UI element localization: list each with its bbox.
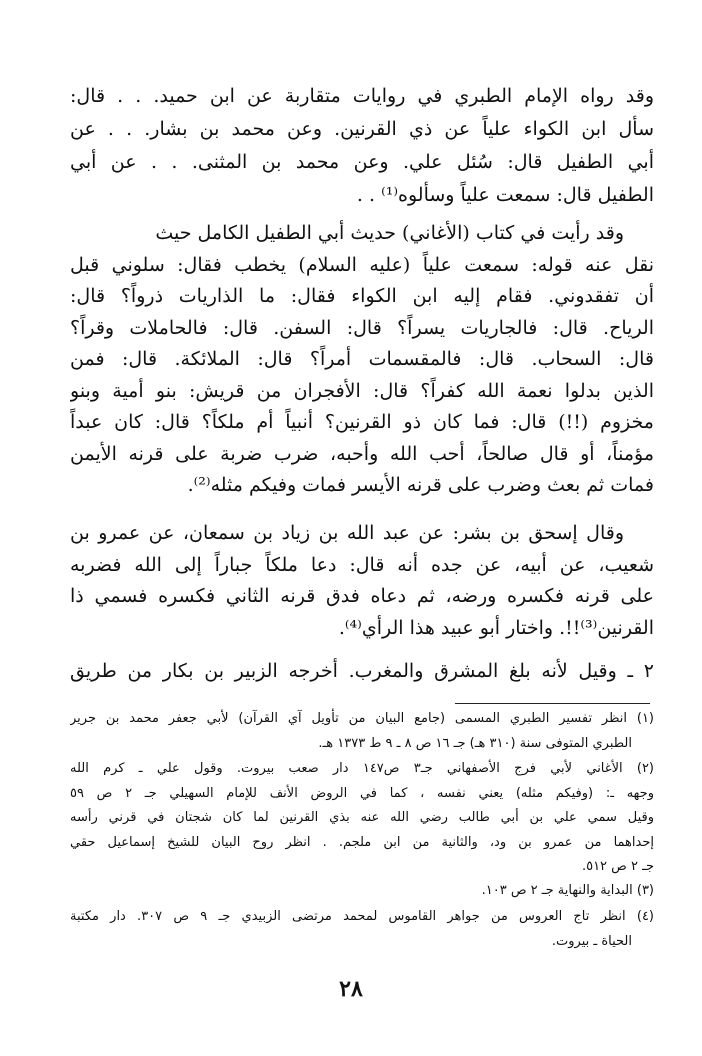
text-line: على قرنه فكسره ورضه، ثم دعاه فدق قرنه الثاني فكسره فسمي ذا — [70, 585, 654, 607]
footnote-line: (٤) انظر تاج العروس من جواهر القاموس لمحمد مرتضى الزبيدي جـ ٩ ص ٣٠٧. دار مكتبة — [70, 909, 654, 924]
text-line: أن تفقدوني. فقام إليه ابن الكواء فقال: ما الذاريات ذرواً؟ قال: — [70, 285, 654, 307]
paragraph-4 — [70, 655, 654, 688]
text-line: شعيب، عن أبيه، عن جده أنه قال: دعا ملكاً جباراً إلى الله فضربه — [70, 553, 654, 576]
text-line: وقد رواه الإمام الطبري في روايات متقاربة عن ابن حميد. . . قال: — [70, 85, 654, 107]
footnote-line: وجهه ـ: (وفيكم مثله) يعني نفسه ، كما في الروض الأنف للإمام السهيلي جـ ٢ ص ٥٩ — [70, 785, 654, 801]
text-line: مؤمناً، أو قال صالحاً، أحب الله وأحبه، ضرب ضربة على قرنه الأيمن — [70, 442, 654, 465]
text-line: وقد رأيت في كتاب (الأغاني) حديث أبي الطفيل الكامل حيث — [155, 222, 624, 244]
page-number: ٢٨ — [339, 976, 363, 1002]
paragraph-3 — [70, 518, 654, 644]
footnote-2 — [70, 757, 654, 880]
footnote-1 — [70, 707, 654, 756]
footnote-line: وقيل سمي علي بن أبي طالب رضي الله عنه بذي القرنين لما كان شجتان في قرني رأسه — [70, 810, 654, 825]
paragraph-2 — [70, 218, 654, 502]
footnote-line: (١) انظر تفسير الطبري المسمى (جامع البيان من تأويل آي القرآن) لأبي جعفر محمد بن جرير — [70, 711, 654, 726]
footnote-separator — [455, 703, 650, 704]
footnote-line: جـ ٢ ص ٥١٢. — [581, 859, 654, 874]
text-line: ٢ ـ وقيل لأنه بلغ المشرق والمغرب. أخرجه الزبير بن بكار من طريق — [70, 660, 654, 682]
footnote-line: إحداهما من عمرو بن ود، والثانية من ابن ملجم. . انظر روح البيان للشيخ إسماعيل حقي — [70, 834, 654, 850]
text-line: الذين بدلوا نعمة الله كفراً؟ قال: الأفجران من قريش: بنو أمية وبنو — [70, 379, 654, 402]
text-line: القرنين⁽³⁾!!. واختار أبو عبيد هذا الرأي⁽⁴⁾. — [338, 616, 654, 639]
paragraph-1 — [70, 80, 654, 212]
text-line: وقال إسحق بن بشر: عن عبد الله بن زياد بن سمعان، عن عمرو بن — [70, 522, 624, 544]
footnote-line: (٣) البداية والنهاية جـ ٢ ص ١٠٣. — [481, 883, 654, 898]
text-line: أبي الطفيل قال: سُئل علي. وعن محمد بن المثنى. . . عن أبي — [70, 151, 654, 173]
text-line: الرياح. قال: فالجاريات يسراً؟ قال: السفن. قال: فالحاملات وقراً؟ — [70, 316, 654, 339]
text-line: فمات ثم بعث وضرب على قرنه الأيسر فمات وفيكم مثله⁽²⁾. — [187, 474, 654, 496]
text-line: الطفيل قال: سمعت علياً وسألوه⁽¹⁾ . . — [356, 184, 654, 206]
text-line: مخزوم (!!) قال: فما كان ذو القرنين؟ أنبياً أم ملكاً؟ قال: كان عبداً — [70, 411, 654, 433]
footnote-line: الطبري المتوفى سنة (٣١٠ هـ) جـ ١٦ ص ٨ ـ ٩ ط ١٣٧٣ هـ. — [318, 735, 632, 751]
footnote-3 — [70, 879, 654, 904]
footnote-4 — [70, 905, 654, 954]
footnote-line: الحياة ـ بيروت. — [551, 933, 632, 949]
footnote-line: (٢) الأغاني لأبي فرج الأصفهاني جـ٣ ص١٤٧ دار صعب بيروت. وقول علي ـ كرم الله — [70, 761, 654, 776]
text-line: سأل ابن الكواء علياً عن ذي القرنين. وعن محمد بن بشار. . . عن — [70, 118, 654, 140]
text-line: قال: السحاب. قال: فالمقسمات أمراً؟ قال: الملائكة. قال: فمن — [70, 348, 654, 370]
text-line: نقل عنه قوله: سمعت علياً (عليه السلام) يخطب فقال: سلوني قبل — [70, 253, 654, 276]
